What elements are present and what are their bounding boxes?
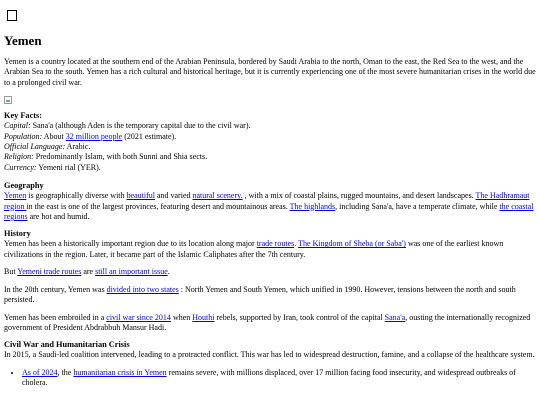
fact-language — [4, 142, 536, 152]
hist1-text-1: Yemen has been a historically important region due to its location along major — [4, 239, 257, 249]
fact-religion-label: Religion: — [4, 152, 34, 162]
crisis-heading: Civil War and Humanitarian Crisis — [4, 340, 130, 350]
key-facts-heading: Key Facts: — [4, 111, 43, 121]
yemeni-trade-routes-link[interactable]: Yemeni trade routes — [17, 267, 82, 277]
geo-text-3: , with a mix of coastal plains, rugged mountains, and desert landscapes. — [242, 191, 476, 201]
history-paragraph-3 — [4, 285, 536, 306]
humanitarian-crisis-link[interactable]: humanitarian crisis in Yemen — [73, 367, 167, 377]
geo-text-2: and varied — [154, 191, 193, 201]
broken-image-icon — [4, 96, 12, 104]
crisis-bullet-text-1: , the — [57, 367, 74, 377]
fact-currency-label: Currency: — [4, 162, 37, 172]
geo-text-1: is geographically diverse with — [26, 191, 127, 201]
fact-language-label: Official Language: — [4, 142, 66, 152]
intro-paragraph: Yemen is a country located at the southern end of the Arabian Peninsula, bordered by Saudi Arabia to the north, Oman to the east, the Red Sea to the west, and the Arabian Sea to the south. Yemen has a rich cultural and historical heritage, but it is currently experiencing one of the most severe humanitarian crises in the world due to a prolonged civil war. — [4, 57, 536, 87]
hist4-text-3: rebels, supported by Iran, took control of the capital — [214, 312, 385, 322]
geo-text-6: are hot and humid. — [27, 212, 90, 222]
hist4-text-1: Yemen has been embroiled in a — [4, 312, 107, 322]
coastal-regions-link[interactable]: the coastal regions — [4, 201, 534, 222]
fact-currency-value: Yemeni rial (YER). — [36, 162, 101, 172]
hist2-text-1: But — [4, 267, 18, 277]
fact-religion — [4, 152, 536, 162]
beautiful-link[interactable]: beautiful — [126, 191, 155, 201]
civil-war-link[interactable]: civil war since 2014 — [106, 312, 171, 322]
history-heading: History — [4, 229, 31, 239]
hist4-text-2: when — [170, 312, 193, 322]
geography-heading: Geography — [4, 181, 44, 191]
fact-capital-value: Sana'a (although Aden is the temporary capital due to the civil war). — [30, 121, 251, 131]
fact-capital-label: Capital: — [4, 121, 31, 131]
hist4-text-4: , ousting the internationally recognized government of President Abdrabbuh Mansur Hadi. — [4, 312, 531, 332]
sheba-link[interactable]: The Kingdom of Sheba (or Saba') — [298, 239, 406, 249]
list-item — [22, 368, 536, 389]
fact-population-pre: About — [42, 131, 66, 141]
fact-population — [4, 132, 536, 142]
geography-paragraph — [4, 191, 536, 222]
fact-religion-value: Predominantly Islam, with both Sunni and Shia sects. — [33, 152, 208, 162]
fact-capital — [4, 121, 536, 131]
hist1-text-3: was one of the earliest known civilizations in the region. Later, it became part of the Islamic Caliphates after the 7th century. — [4, 239, 504, 259]
history-paragraph-1 — [4, 239, 536, 260]
natural-scenery-link[interactable]: natural scenery. — [192, 191, 243, 201]
important-issue-link[interactable]: still an important issue — [95, 267, 168, 277]
fact-language-value: Arabic. — [65, 142, 91, 152]
as-of-2024-link[interactable]: As of 2024 — [22, 367, 58, 377]
geo-text-4: in the east is one of the largest provinces, featuring desert and mountainous areas. — [26, 201, 290, 211]
trade-routes-link[interactable]: trade routes — [256, 239, 295, 249]
hadhramaut-link[interactable]: The Hadhramaut region — [4, 191, 530, 211]
sanaa-link[interactable]: Sana'a — [384, 312, 406, 322]
highlands-link[interactable]: The highlands — [289, 201, 336, 211]
hist3-text-2: : North Yemen and South Yemen, which unified in 1990. However, tensions between the north and south persisted. — [4, 284, 516, 305]
hist1-text-2: . — [294, 239, 299, 249]
page-title: Yemen — [4, 33, 42, 48]
crisis-paragraph: In 2015, a Saudi-led coalition intervened, leading to a protracted conflict. This war has led to widespread destruction, famine, and a collapse of the healthcare system. — [4, 350, 535, 360]
yemen-link[interactable]: Yemen — [4, 191, 27, 201]
geo-text-5: , including Sana'a, have a temperate climate, while — [335, 201, 500, 211]
divided-states-link[interactable]: divided into two states — [106, 284, 179, 294]
fact-population-post: (2021 estimate). — [122, 131, 177, 141]
hist2-text-3: . — [167, 267, 170, 277]
hist3-text-1: In the 20th century, Yemen was — [4, 284, 107, 294]
key-facts — [4, 111, 536, 173]
hist2-text-2: are — [81, 267, 96, 277]
history-paragraph-4 — [4, 313, 536, 334]
history-paragraph-2 — [4, 267, 536, 277]
fact-population-label: Population: — [4, 131, 43, 141]
population-link[interactable]: 32 million people — [65, 131, 123, 141]
crisis-list — [4, 368, 536, 389]
crisis-bullet-text-2: remains severe, with millions displaced, over 17 million facing food insecurity, and widespread outbreaks of cholera. — [22, 367, 516, 388]
checkbox[interactable] — [7, 10, 17, 21]
fact-currency — [4, 163, 536, 173]
houthi-link[interactable]: Houthi — [192, 312, 215, 322]
